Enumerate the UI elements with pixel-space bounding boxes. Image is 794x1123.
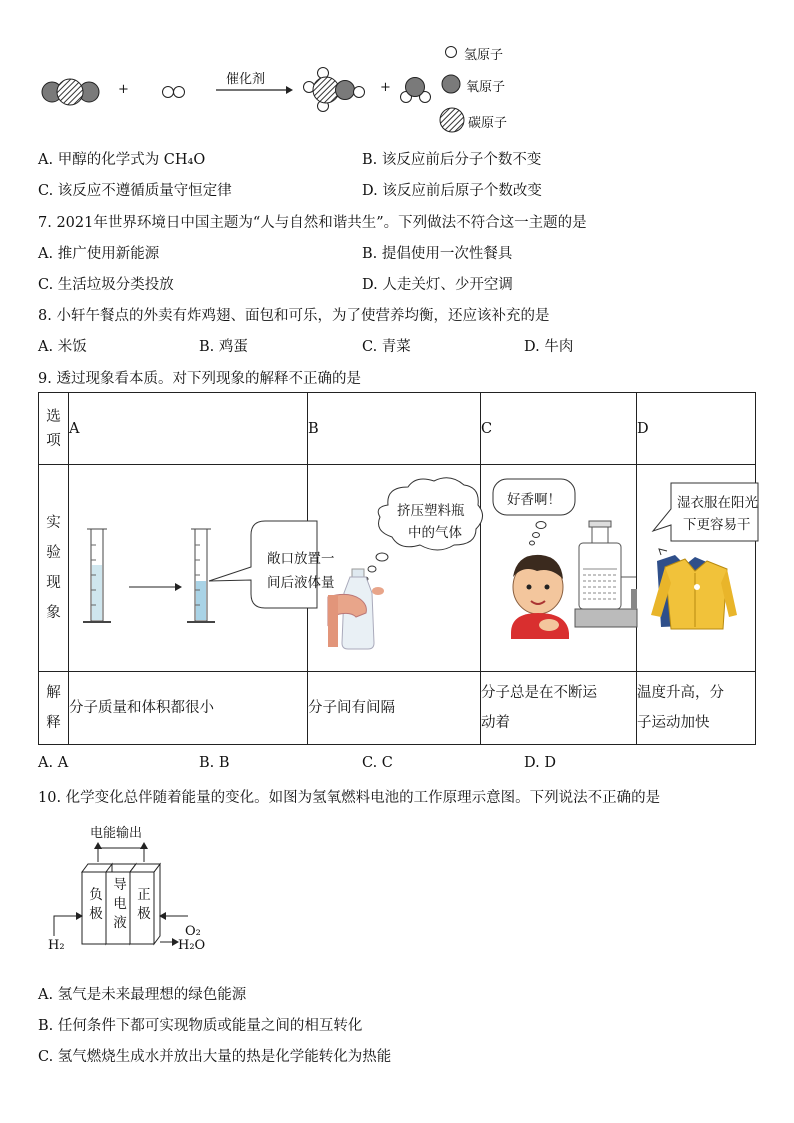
- q9-answer-c: C. C: [362, 755, 393, 771]
- q6-option-d: D. 该反应前后原子个数改变: [362, 183, 542, 199]
- h2-label: H₂: [48, 938, 65, 953]
- explanation-b: 分子间有间隔: [308, 672, 481, 745]
- electrolyte-char-1: 导: [113, 877, 127, 893]
- catalyst-label: 催化剂: [226, 72, 266, 87]
- q10-stem: 10. 化学变化总伴随着能量的变化。如图为氢氧燃料电池的工作原理示意图。下列说法不正确的是: [38, 790, 661, 806]
- phenomenon-d: [637, 465, 756, 672]
- pos-char-2: 极: [137, 906, 151, 922]
- phenomenon-a: [69, 465, 335, 672]
- electrolyte-char-2: 电: [113, 896, 127, 912]
- q7-option-d: D. 人走关灯、少开空调: [362, 277, 513, 293]
- explanation-c-line1: 分子总是在不断运: [481, 685, 597, 701]
- legend-hydrogen: 氢原子: [464, 48, 504, 63]
- q10-option-b: B. 任何条件下都可实现物质或能量之间的相互转化: [38, 1018, 363, 1034]
- header-explanation-text: 解释: [46, 685, 61, 731]
- q8-option-b: B. 鸡蛋: [199, 339, 248, 355]
- q7-option-b: B. 提倡使用一次性餐具: [362, 246, 513, 262]
- explanation-a: 分子质量和体积都很小: [69, 672, 308, 745]
- positive-electrode-label: [136, 886, 152, 924]
- h2o-label: H₂O: [178, 938, 206, 953]
- q8-stem: 8. 小轩午餐点的外卖有炸鸡翅、面包和可乐，为了使营养均衡，还应该补充的是: [38, 308, 550, 324]
- col-a-header: A: [69, 393, 308, 465]
- graduated-cylinders-illustration: [69, 465, 307, 671]
- plus-sign-1: +: [118, 82, 129, 97]
- plus-sign-2: +: [380, 80, 391, 95]
- q9-answer-d: D. D: [524, 755, 556, 771]
- oxygen-atom-icon: [441, 74, 461, 94]
- explanation-d: [637, 672, 756, 745]
- bubble-a-line1: 敞口放置一: [267, 551, 335, 567]
- methanol-molecule: [304, 68, 365, 112]
- explanation-d-line2: 子运动加快: [637, 715, 710, 731]
- header-option-text: 选项: [46, 408, 61, 449]
- explanation-c: [481, 672, 637, 745]
- electric-output-label: 电能输出: [90, 826, 143, 841]
- col-d-header: D: [637, 393, 756, 465]
- o2-label: O₂: [185, 924, 201, 939]
- h2-molecule: [163, 87, 185, 98]
- q6-option-c: C. 该反应不遵循质量守恒定律: [38, 183, 232, 199]
- q10-option-a: A. 氢气是未来最理想的绿色能源: [38, 987, 247, 1003]
- legend-oxygen: 氧原子: [466, 80, 506, 95]
- bubble-a-line2: 间后液体量: [267, 575, 335, 591]
- neg-char-2: 极: [89, 906, 103, 922]
- header-explanation: [39, 672, 69, 745]
- q9-answer-b: B. B: [199, 755, 230, 771]
- co-molecule: [42, 79, 99, 105]
- q6-option-a: A. 甲醇的化学式为 CH₄O: [38, 152, 206, 168]
- carbon-atom-icon: [439, 107, 465, 133]
- reaction-diagram: [30, 40, 430, 140]
- q6-option-b: B. 该反应前后分子个数不变: [362, 152, 542, 168]
- header-phenomenon-text: 实验现象: [46, 515, 61, 621]
- phenomenon-b: [308, 465, 481, 672]
- header-phenomenon: [39, 465, 69, 672]
- water-molecule: [401, 78, 431, 103]
- electrolyte-label: [112, 876, 128, 933]
- bubble-c-text: 好香啊！: [507, 492, 561, 508]
- explanation-d-line1: 温度升高，分: [637, 685, 724, 701]
- electrolyte-char-3: 液: [113, 915, 127, 931]
- explanation-c-line2: 动着: [481, 715, 510, 731]
- q8-option-c: C. 青菜: [362, 339, 411, 355]
- q9-stem: 9. 透过现象看本质。对下列现象的解释不正确的是: [38, 371, 361, 387]
- bubble-b-line2: 中的气体: [408, 525, 462, 541]
- q8-option-d: D. 牛肉: [524, 339, 574, 355]
- bubble-d-line2: 下更容易干: [683, 517, 751, 533]
- bubble-b-line1: 挤压塑料瓶: [397, 503, 465, 519]
- legend-carbon: 碳原子: [468, 116, 508, 131]
- neg-char-1: 负: [89, 887, 103, 903]
- phenomenon-c: [481, 465, 637, 672]
- header-option: [39, 393, 69, 465]
- q7-option-c: C. 生活垃圾分类投放: [38, 277, 174, 293]
- negative-electrode-label: [88, 886, 104, 924]
- bubble-d-line1: 湿衣服在阳光: [677, 495, 758, 511]
- pos-char-1: 正: [137, 887, 151, 903]
- q9-table: [38, 392, 756, 745]
- col-b-header: B: [308, 393, 481, 465]
- q9-answer-a: A. A: [38, 755, 69, 771]
- q8-option-a: A. 米饭: [38, 339, 87, 355]
- q10-option-c: C. 氢气燃烧生成水并放出大量的热是化学能转化为热能: [38, 1049, 392, 1065]
- q7-stem: 7. 2021年世界环境日中国主题为“人与自然和谐共生”。下列做法不符合这一主题的是: [38, 215, 587, 231]
- hydrogen-atom-icon: [444, 45, 458, 59]
- col-c-header: C: [481, 393, 637, 465]
- q7-option-a: A. 推广使用新能源: [38, 246, 160, 262]
- squeezed-bottle-illustration: [308, 465, 480, 671]
